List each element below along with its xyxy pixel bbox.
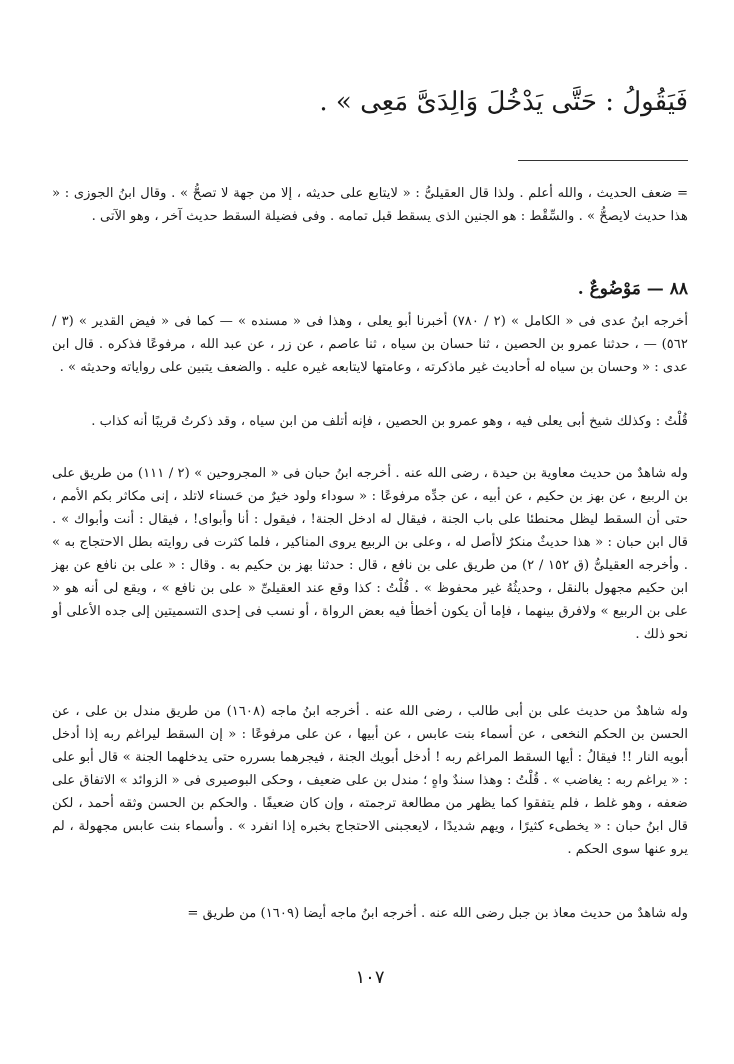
paragraph-comment: قُلْتُ : وكذلك شيخ أبى يعلى فيه ، وهو عمرو بن الحصين ، فإنه أتلف من ابن سياه ، وقد ذكرتُ قريبًا أنه كذاب . xyxy=(91,414,688,429)
hadith-verse: فَيَقُولُ : حَتَّى يَدْخُلَ وَالِدَىَّ مَعِى » . xyxy=(319,87,688,117)
footnote-separator xyxy=(518,160,688,161)
page-number: ١٠٧ xyxy=(355,967,385,988)
paragraph-witness-3: وله شاهدٌ من حديث معاذ بن جبل رضى الله عنه . أخرجه ابنُ ماجه أيضا (١٦٠٩) من طريق = xyxy=(187,906,688,921)
paragraph-witness-2: وله شاهدٌ من حديث على بن أبى طالب ، رضى الله عنه . أخرجه ابنُ ماجه (١٦٠٨) من طريق مندل بن على ، عن الحسن بن الحكم النخعى ، عن أسماء بنت عابس ، عن أبيها ، عن على مرفوعًا : « إن السقط ليراغم ربه إذا أدخل أبويه النار !! فيقالُ : أيها السقط المراغم ربه ! أدخل أبويك الجنة ، فيجرهما بسرره حتى يدخلهما الجنة » قال أبو على : « يراغم ربه : يغاضب » . قُلْتُ : وهذا سندٌ واهٍ ؛ مندل بن على ضعيف ، وحكى البوصيرى فى « الزوائد » الاتفاق على ضعفه ، وهو غلط ، فلم يتفقوا كما يظهر من مطالعة ترجمته ، وإن كان ضعيفًا . والحكم بن الحسن وثقه أحمد ، لكن قال ابنُ حبان : « يخطىء كثيرًا ، ويهم شديدًا ، لايعجبنى الاحتجاج بخبره إذا انفرد » . وأسماء بنت عابس مجهولة ، لم يرو عنها سوى الحكم . xyxy=(52,704,688,857)
entry-heading: ٨٨ — مَوْضُوعٌ . xyxy=(577,279,688,299)
document-page xyxy=(52,0,688,1064)
paragraph-witness-1: وله شاهدٌ من حديث معاوية بن حيدة ، رضى الله عنه . أخرجه ابنُ حبان فى « المجروحين » (٢ / ١١١) من طريق على بن الربيع ، عن بهز بن حكيم ، عن أبيه ، عن جدِّه مرفوعًا : « سوداء ولود خيرٌ من حَسناء لاتلد ، إنى مكاثر بكم الأمم ، حتى أن السقط ليظل محنطئا على باب الجنة ، فيقال له ادخل الجنة! ، فيقول : أنا وأبواى! ، فيقال : أنت وأبواك » . قال ابن حبان : « هذا حديثٌ منكرٌ لاأصل له ، وعلى بن الربيع يروى المناكير ، فلما كثرت فى روايته بطل الاحتجاج به » . وأخرجه العقيلىُّ (ق ١٥٢ / ٢) من طريق على بن نافع ، قال : حدثنا بهز بن حكيم به . وقال : « على بن نافع عن بهز ابن حكيم مجهول بالنقل ، وحديثُهُ غير محفوظ » . قُلْتُ : كذا وقع عند العقيلىِّ « على بن نافع » ، ويقع لى أنه هو « على بن الربيع » ولافرق بينهما ، فإما أن يكون أخطأ فيه بعض الرواة ، أو نسب فى إحدى التسميتين إلى جده الأعلى أو نحو ذلك . xyxy=(52,466,689,642)
footnote-continuation: = ضعف الحديث ، والله أعلم . ولذا قال العقيلىُّ : « لايتابع على حديثه ، إلا من جهة لا تصحُّ » . وقال ابنُ الجوزى : « هذا حديث لايصحُّ » . والسِّقْط : هو الجنين الذى يسقط قبل تمامه . وفى فضيلة السقط حديث آخر ، وهو الآتى . xyxy=(52,186,688,224)
paragraph-takhrij: أخرجه ابنُ عدى فى « الكامل » (٢ / ٧٨٠) أخبرنا أبو يعلى ، وهذا فى « مسنده » — كما فى « فيض القدير » (٣ / ٥٦٢) — ، حدثنا عمرو بن الحصين ، ثنا حسان بن سياه ، ثنا عاصم ، عن زر ، عن عبد الله ، مرفوعًا فذكره . قال ابن عدى : « وحسان بن سياه له أحاديث غير ماذكرته ، وعامتها لايتابعه غيره عليه . والضعف يتبين على رواياته وحديثه » . xyxy=(52,314,688,375)
